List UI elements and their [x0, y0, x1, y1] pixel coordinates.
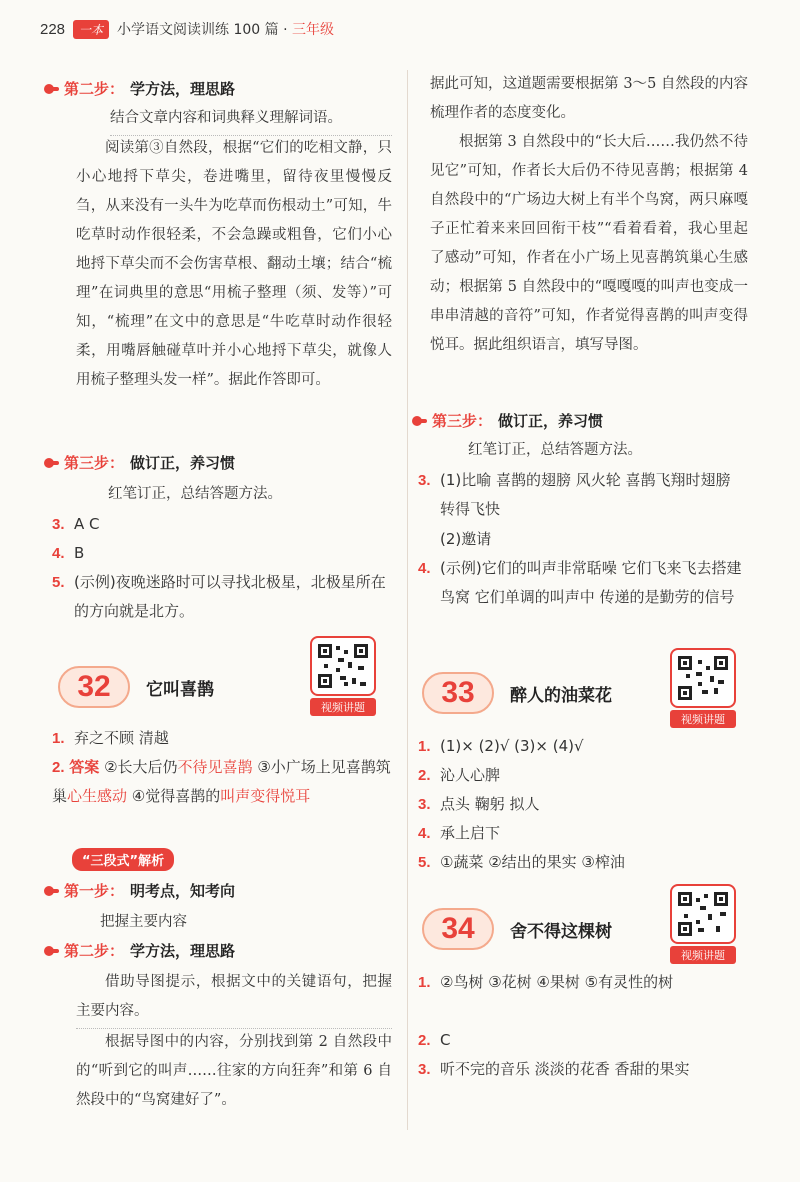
s32-step1-heading: 第一步： 明考点，知考向: [44, 880, 235, 901]
step-bullet-icon: [44, 458, 58, 468]
s32-step2-paragraph: 根据导图中的内容，分别找到第 2 自然段中的“听到它的叫声……往家的方向狂奔”和第 6 自然段中的“鸟窝建好了”。: [76, 1034, 392, 1108]
right-paragraph-1: 据此可知，这道题需要根据第 3～5 自然段的内容梳理作者的态度变化。: [430, 76, 748, 121]
qr-code-32[interactable]: [310, 636, 376, 716]
section-number: 33: [422, 672, 494, 714]
qr-code-icon: [670, 648, 736, 708]
answer-5: 5. (示例)夜晚迷路时可以寻找北极星，北极星所在的方向就是北方。: [52, 573, 386, 620]
qr-code-icon: [670, 884, 736, 944]
s33-answer-5: 5. ①蔬菜 ②结出的果实 ③榨油: [418, 853, 625, 871]
right-paragraph-2: 根据第 3 自然段中的“长大后……我仍然不待见它”可知，作者长大后仍不待见喜鹊；根据第 4 自然段中的“广场边大树上有半个鸟窝，两只麻嘎子正忙着来来回回衔干枝”“看着看着，我心里起了感动”可知，作者在小广场上见喜鹊筑巢心生感动；根据第 5 自然段中的“嘎嘎嘎的叫声也变成一串串清越的音符”可知，作者觉得喜鹊的叫声变得悦耳。据此组织语言，填写导图。: [430, 134, 748, 353]
section-33-heading: [422, 672, 612, 714]
s32-step2-heading: 第二步： 学方法，理思路: [44, 940, 235, 961]
section-34-heading: [422, 908, 612, 950]
qr-code-34[interactable]: [670, 884, 736, 964]
qr-code-33[interactable]: [670, 648, 736, 728]
s34-answer-2: 2. C: [418, 1031, 451, 1049]
section-title: 它叫喜鹊: [146, 679, 214, 700]
step3-subtitle: 红笔订正，总结答题方法。: [108, 486, 282, 502]
s33-answer-2: 2. 沁人心脾: [418, 766, 501, 784]
section-32-heading: [58, 666, 214, 708]
right-answer-4: 4. (示例)它们的叫声非常聒噪 它们飞来飞去搭建鸟窝 它们单调的叫声中 传递的是勤劳的信号: [418, 559, 742, 606]
step2-paragraph: 阅读第③自然段，根据“它们的吃相文静，只小心地捋下草尖，卷进嘴里，留待夜里慢慢反刍，从来没有一头牛为吃草而伤根动土”可知，牛吃草时动作很轻柔，不会急躁或粗鲁，它们小心地捋下草尖而不会伤害草根、翻动土壤；结合“梳理”在词典里的意思“用梳子整理（须、发等）”可知，“梳理”在文中的意思是“牛吃草时动作很轻柔，用嘴唇触碰草叶并小心地捋下草尖，就像人用梳子整理头发一样”。据此作答即可。: [76, 140, 392, 388]
step-bullet-icon: [412, 416, 426, 426]
right-answer-3: 3. (1)比喻 喜鹊的翅膀 风火轮 喜鹊飞翔时翅膀转得飞快: [418, 471, 731, 518]
step-bullet-icon: [44, 84, 58, 94]
s32-step1-subtitle: 把握主要内容: [100, 914, 187, 930]
s33-answer-4: 4. 承上启下: [418, 824, 501, 842]
section-title: 醉人的油菜花: [510, 685, 612, 706]
s32-step2-subtitle: 借助导图提示，根据文中的关键语句，把握主要内容。: [76, 968, 392, 1029]
s33-answer-1: 1. (1)× (2)√ (3)× (4)√: [418, 737, 584, 755]
qr-label: 视频讲题: [670, 710, 736, 728]
qr-label: 视频讲题: [310, 698, 376, 716]
step-bullet-icon: [44, 886, 58, 896]
grade-label: 三年级: [292, 22, 335, 38]
right-step3-heading: 第三步： 做订正，养习惯: [412, 410, 603, 431]
page-number: 228: [40, 20, 66, 38]
answer-3: 3. A C: [52, 515, 100, 533]
s32-answer-2: 2. 答案 ②长大后仍不待见喜鹊 ③小广场上见喜鹊筑巢心生感动 ④觉得喜鹊的叫声变得悦耳: [52, 758, 391, 805]
brand-logo: 一本: [73, 20, 109, 39]
section-number: 32: [58, 666, 130, 708]
analysis-tag: “三段式”解析: [72, 848, 174, 871]
step2-subtitle: 结合文章内容和词典释义理解词语。: [110, 104, 392, 136]
s34-answer-1: 1. ②鸟树 ③花树 ④果树 ⑤有灵性的树: [418, 973, 674, 991]
step-bullet-icon: [44, 946, 58, 956]
qr-code-icon: [310, 636, 376, 696]
qr-label: 视频讲题: [670, 946, 736, 964]
section-title: 舍不得这棵树: [510, 921, 612, 942]
right-answer-3b: (2)邀请: [440, 530, 492, 548]
right-step3-subtitle: 红笔订正，总结答题方法。: [468, 442, 642, 458]
s34-answer-3: 3. 听不完的音乐 淡淡的花香 香甜的果实: [418, 1060, 690, 1078]
step2-heading: 第二步： 学方法，理思路: [44, 78, 235, 99]
book-title: 小学语文阅读训练 100 篇 · 三年级: [117, 22, 335, 38]
s33-answer-3: 3. 点头 鞠躬 拟人: [418, 795, 540, 813]
column-divider: [407, 70, 408, 1130]
answer-4: 4. B: [52, 544, 85, 562]
section-number: 34: [422, 908, 494, 950]
step3-heading: 第三步： 做订正，养习惯: [44, 452, 235, 473]
s32-answer-1: 1. 弃之不顾 清越: [52, 729, 169, 747]
page-header: [40, 16, 334, 42]
